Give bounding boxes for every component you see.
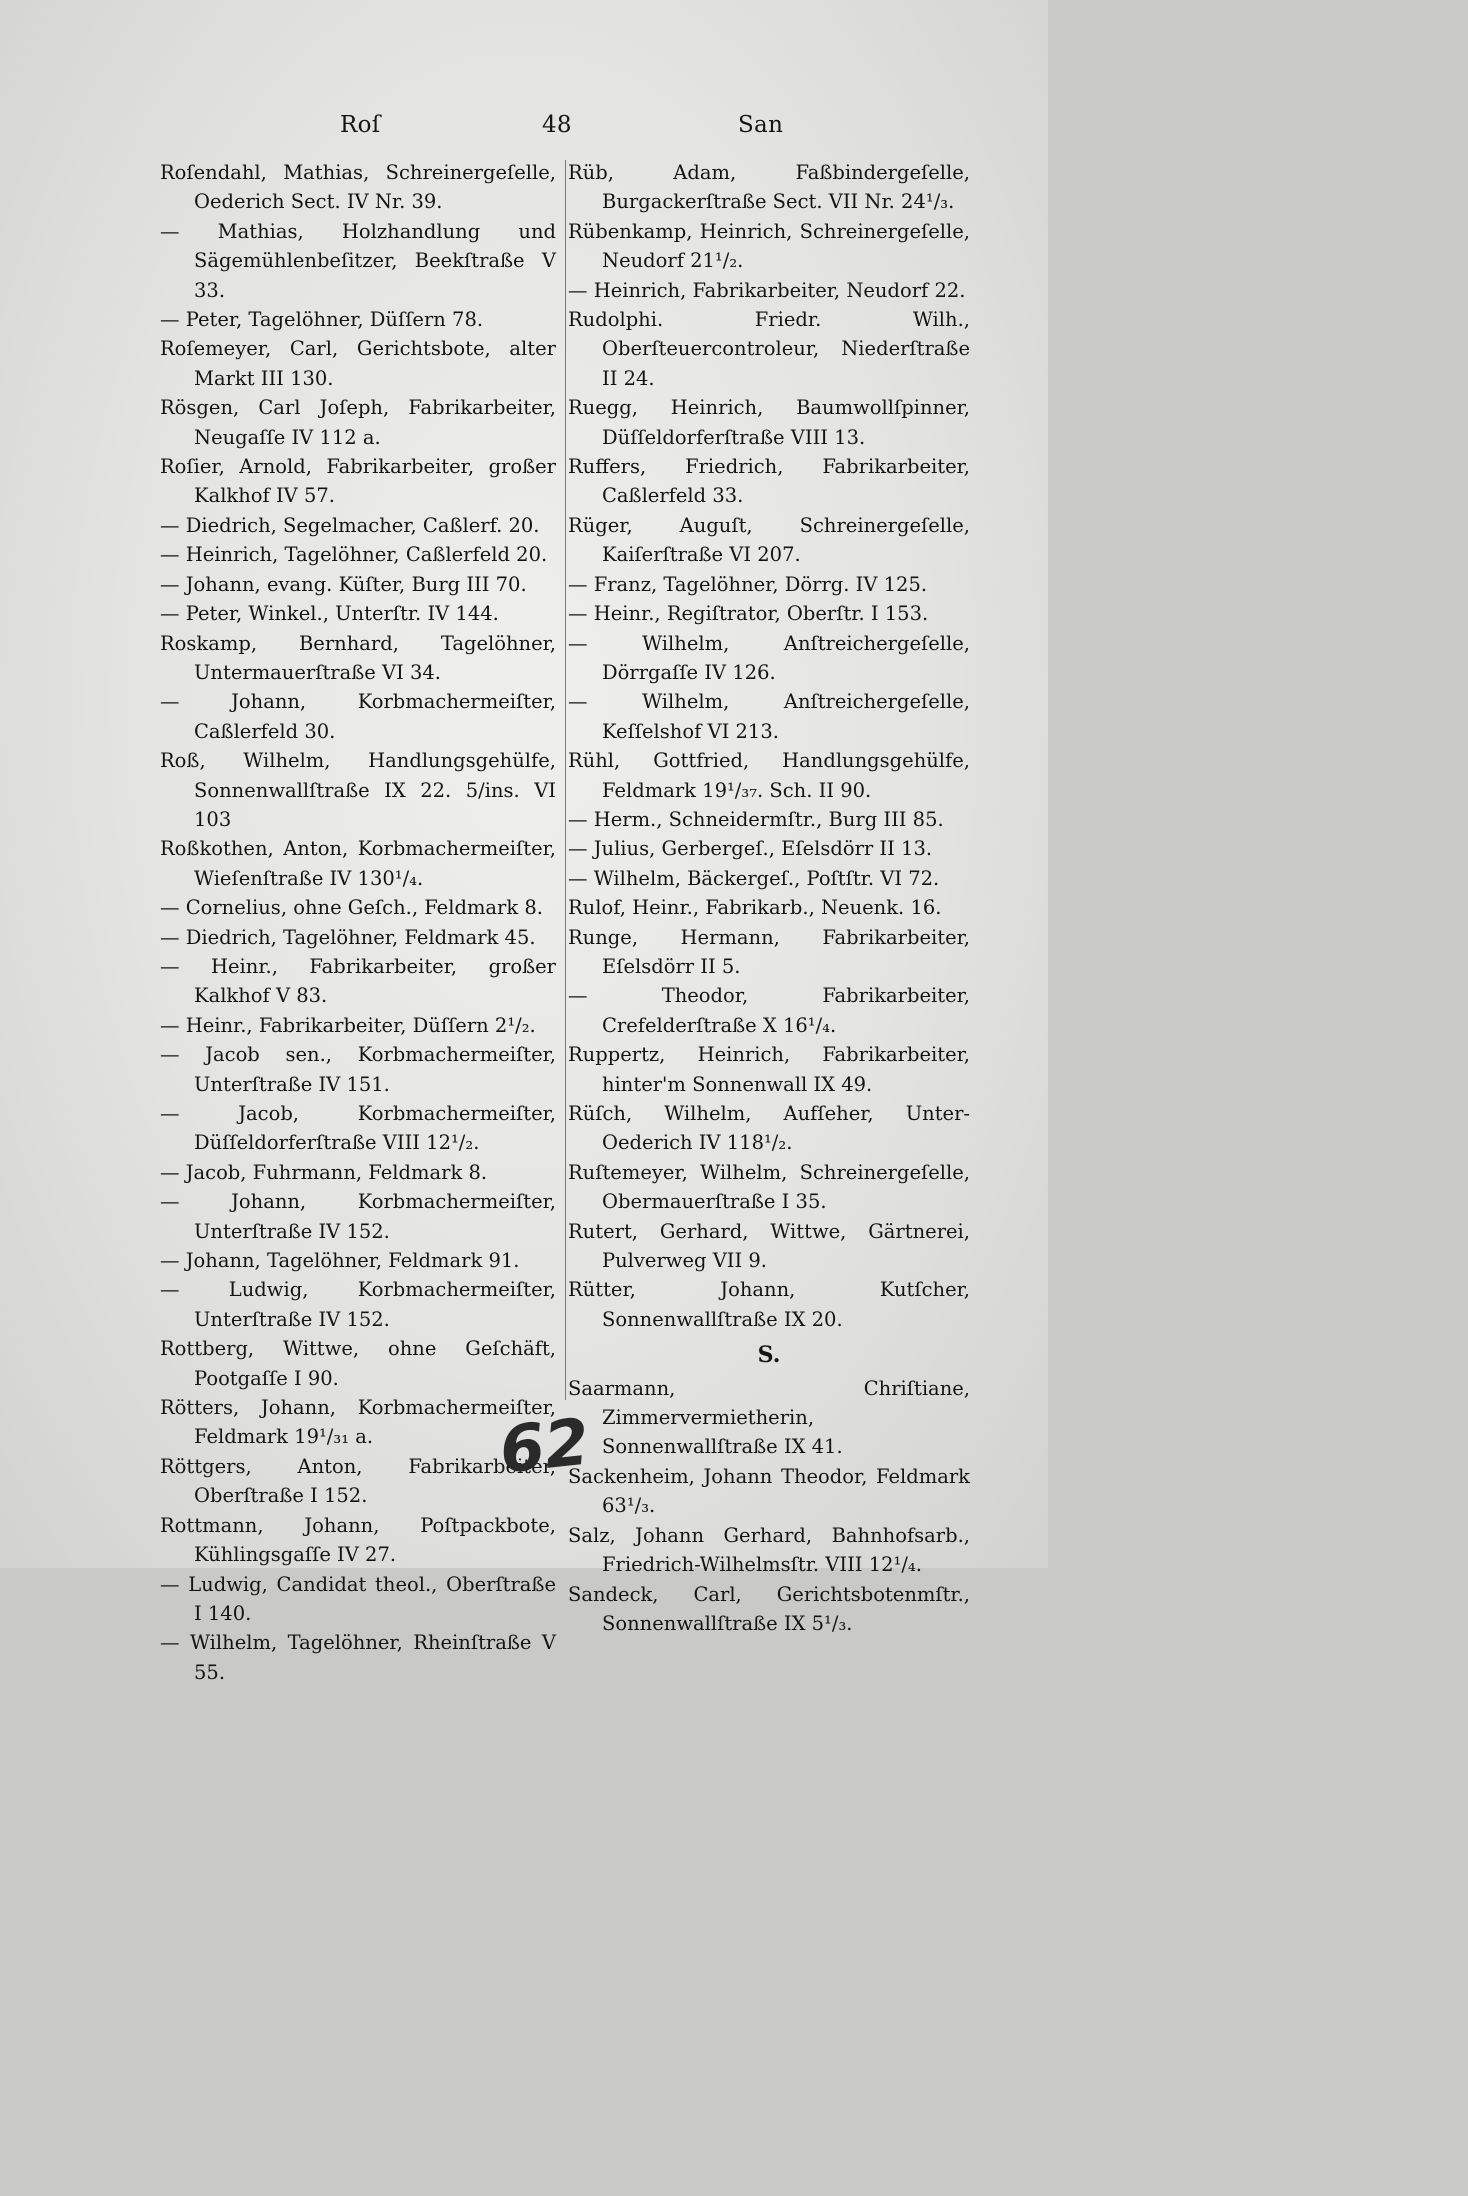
directory-entry: Runge, Hermann, Fabrikarbeiter, Eſelsdörr II 5.	[568, 925, 970, 978]
directory-entry: Roſendahl, Mathias, Schreinergeſelle, Oederich Sect. IV Nr. 39.	[160, 161, 556, 214]
directory-entry: — Johann, Korbmachermeiſter, Caßlerfeld 30.	[160, 690, 556, 743]
directory-entry: Rübenkamp, Heinrich, Schreinergeſelle, Neudorf 21¹/₂.	[568, 219, 970, 273]
directory-entry: — Jacob, Fuhrmann, Feldmark 8.	[160, 1160, 488, 1184]
directory-entry: Rüger, Auguſt, Schreinergeſelle, Kaiſerſtraße VI 207.	[568, 513, 970, 567]
directory-entry: — Johann, Tagelöhner, Feldmark 91.	[160, 1249, 520, 1273]
directory-entry: — Heinrich, Fabrikarbeiter, Neudorf 22.	[568, 278, 966, 302]
page-number: 48	[542, 112, 572, 138]
column-divider	[565, 160, 566, 1400]
directory-entry: Saarmann, Chriſtiane, Zimmervermietherin, Sonnenwallſtraße IX 41.	[568, 1376, 970, 1459]
directory-entry: — Jacob sen., Korbmachermeiſter, Unterſtraße IV 151.	[160, 1043, 556, 1096]
directory-entry: Roſemeyer, Carl, Gerichtsbote, alter Markt III 130.	[160, 337, 556, 390]
directory-entry: — Theodor, Fabrikarbeiter, Crefelderſtraße X 16¹/₄.	[568, 984, 970, 1037]
directory-entry: — Franz, Tagelöhner, Dörrg. IV 125.	[568, 572, 928, 596]
page-header	[160, 112, 980, 148]
directory-entry: — Peter, Winkel., Unterſtr. IV 144.	[160, 602, 499, 626]
directory-entry: Roßkothen, Anton, Korbmachermeiſter, Wieſenſtraße IV 130¹/₄.	[160, 837, 556, 890]
directory-entry: — Mathias, Holzhandlung und Sägemühlenbeſitzer, Beekſtraße V 33.	[160, 219, 556, 302]
directory-entry: — Heinr., Regiſtrator, Oberſtr. I 153.	[568, 602, 929, 626]
directory-entry: — Diedrich, Segelmacher, Caßlerf. 20.	[160, 513, 540, 537]
directory-entry: — Julius, Gerbergeſ., Eſelsdörr II 13.	[568, 837, 933, 861]
directory-entry: Rulof, Heinr., Fabrikarb., Neuenk. 16.	[568, 896, 942, 920]
header-catchword-left: Roſ	[340, 112, 381, 138]
directory-entry: — Wilhelm, Anſtreichergeſelle, Keſſelshof VI 213.	[568, 690, 970, 743]
directory-entry: — Wilhelm, Tagelöhner, Rheinſtraße V 55.	[160, 1631, 556, 1684]
directory-entry: Rüb, Adam, Faßbindergeſelle, Burgackerſtraße Sect. VII Nr. 24¹/₃.	[568, 161, 970, 214]
directory-entry: — Cornelius, ohne Geſch., Feldmark 8.	[160, 896, 544, 920]
directory-entry: — Peter, Tagelöhner, Düſſern 78.	[160, 308, 484, 332]
directory-entry: — Diedrich, Tagelöhner, Feldmark 45.	[160, 925, 536, 949]
directory-entry: Roß, Wilhelm, Handlungsgehülfe, Sonnenwallſtraße IX 22. 5/ins. VI 103	[160, 749, 556, 831]
directory-entry: Sackenheim, Johann Theodor, Feldmark 63¹/₃.	[568, 1464, 970, 1518]
directory-entry: — Wilhelm, Bäckergeſ., Poſtſtr. VI 72.	[568, 866, 940, 890]
directory-entry: Salz, Johann Gerhard, Bahnhofsarb., Friedrich-Wilhelmsſtr. VIII 12¹/₄.	[568, 1523, 970, 1577]
directory-entry: — Jacob, Korbmachermeiſter, Düſſeldorferſtraße VIII 12¹/₂.	[160, 1102, 556, 1155]
section-heading-s: S.	[757, 1342, 781, 1369]
directory-entry: Rottberg, Wittwe, ohne Geſchäft, Pootgaſſe I 90.	[160, 1337, 556, 1390]
directory-entry: Rudolphi. Friedr. Wilh., Oberſteuercontroleur, Niederſtraße II 24.	[568, 308, 970, 390]
directory-entry: — Heinr., Fabrikarbeiter, großer Kalkhof V 83.	[160, 954, 556, 1008]
directory-entry: Ruegg, Heinrich, Baumwollſpinner, Düſſeldorferſtraße VIII 13.	[568, 396, 970, 449]
directory-entry: Rutert, Gerhard, Wittwe, Gärtnerei, Pulverweg VII 9.	[568, 1219, 970, 1273]
directory-entry: — Heinr., Fabrikarbeiter, Düſſern 2¹/₂.	[160, 1013, 536, 1037]
left-column	[160, 158, 556, 1687]
directory-entry: — Ludwig, Korbmachermeiſter, Unterſtraße IV 152.	[160, 1278, 556, 1331]
directory-entry: Sandeck, Carl, Gerichtsbotenmſtr., Sonnenwallſtraße IX 5¹/₃.	[568, 1582, 970, 1635]
directory-entry: Roskamp, Bernhard, Tagelöhner, Untermauerſtraße VI 34.	[160, 631, 556, 684]
directory-entry: — Johann, evang. Küſter, Burg III 70.	[160, 572, 527, 596]
directory-entry: Rüſch, Wilhelm, Aufſeher, Unter-Oederich IV 118¹/₂.	[568, 1102, 970, 1155]
directory-entry: — Ludwig, Candidat theol., Oberſtraße I 140.	[160, 1572, 556, 1625]
directory-entry: — Wilhelm, Anſtreichergeſelle, Dörrgaſſe IV 126.	[568, 631, 970, 684]
directory-entry: Rütter, Johann, Kutſcher, Sonnenwallſtraße IX 20.	[568, 1278, 970, 1331]
directory-entry: Roſier, Arnold, Fabrikarbeiter, großer Kalkhof IV 57.	[160, 455, 556, 508]
directory-entry: Ruffers, Friedrich, Fabrikarbeiter, Caßlerfeld 33.	[568, 455, 970, 508]
directory-entry: Rottmann, Johann, Poſtpackbote, Kühlingsgaſſe IV 27.	[160, 1513, 556, 1567]
right-column	[568, 158, 970, 1638]
directory-entry: Rösgen, Carl Joſeph, Fabrikarbeiter, Neugaſſe IV 112 a.	[160, 396, 556, 449]
directory-entry: Rötters, Johann, Korbmachermeiſter, Feldmark 19¹/₃₁ a.	[160, 1396, 556, 1449]
directory-entry: — Herm., Schneidermſtr., Burg III 85.	[568, 807, 944, 831]
directory-entry: Rühl, Gottfried, Handlungsgehülfe, Feldmark 19¹/₃₇. Sch. II 90.	[568, 749, 970, 802]
handwritten-page-number: 62	[496, 1405, 593, 1489]
directory-entry: — Johann, Korbmachermeiſter, Unterſtraße IV 152.	[160, 1190, 556, 1243]
directory-entry: — Heinrich, Tagelöhner, Caßlerfeld 20.	[160, 543, 548, 567]
directory-entry: Röttgers, Anton, Fabrikarbeiter, Oberſtraße I 152.	[160, 1454, 556, 1508]
directory-entry: Ruſtemeyer, Wilhelm, Schreinergeſelle, Obermauerſtraße I 35.	[568, 1160, 970, 1214]
header-catchword-right: San	[738, 112, 784, 138]
directory-entry: Ruppertz, Heinrich, Fabrikarbeiter, hinter'm Sonnenwall IX 49.	[568, 1043, 970, 1096]
